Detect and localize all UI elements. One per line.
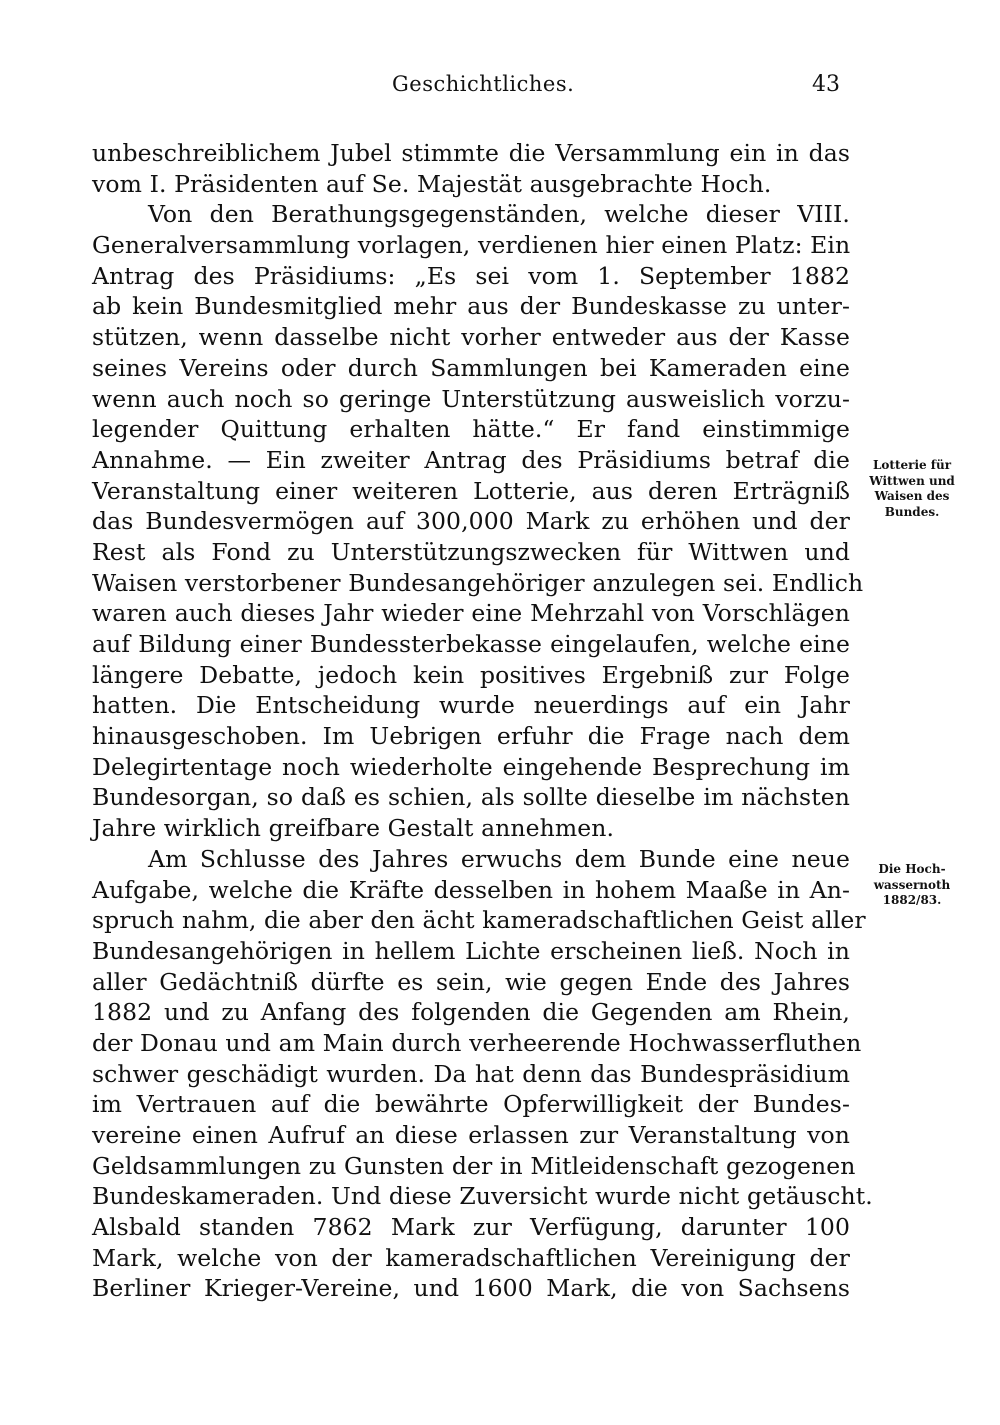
- text-line: Generalversammlung vorlagen, verdienen hier einen Platz: Ein: [92, 231, 851, 260]
- text-line: wenn auch noch so geringe Unterstützung ausweislich vorzu-: [92, 384, 850, 413]
- text-line: Antrag des Präsidiums: „Es sei vom 1. September 1882: [92, 261, 850, 290]
- text-line: Aufgabe, welche die Kräfte desselben in hohem Maaße in An-: [92, 875, 850, 904]
- text-line: der Donau und am Main durch verheerende Hochwasserfluthen: [92, 1028, 862, 1057]
- text-line: das Bundesvermögen auf 300,000 Mark zu erhöhen und der: [92, 507, 850, 536]
- text-line: Delegirtentage noch wiederholte eingehende Besprechung im: [92, 752, 850, 781]
- text-line: schwer geschädigt wurden. Da hat denn das Bundespräsidium: [92, 1059, 850, 1088]
- text-line: Annahme. — Ein zweiter Antrag des Präsidiums betraf die: [92, 445, 850, 474]
- text-line: waren auch dieses Jahr wieder eine Mehrzahl von Vorschlägen: [92, 599, 850, 628]
- text-line: unbeschreiblichem Jubel stimmte die Versammlung ein in das: [92, 139, 850, 167]
- text-line: Veranstaltung einer weiteren Lotterie, aus deren Erträgniß: [92, 476, 850, 505]
- text-line: seines Vereins oder durch Sammlungen bei Kameraden eine: [92, 353, 850, 382]
- marginal-note-line: Lotterie für: [872, 458, 952, 472]
- text-line: Rest als Fond zu Unterstützungszwecken für Wittwen und: [92, 537, 850, 566]
- text-line: vom I. Präsidenten auf Se. Majestät ausgebrachte Hoch.: [92, 169, 772, 198]
- marginal-note-line: Wittwen und: [869, 473, 955, 488]
- marginal-note-line: wassernoth: [873, 877, 951, 892]
- text-line: im Vertrauen auf die bewährte Opferwilligkeit der Bundes-: [92, 1090, 850, 1119]
- text-line: 1882 und zu Anfang des folgenden die Gegenden am Rhein,: [92, 998, 850, 1027]
- page-number: 43: [812, 72, 840, 97]
- body-text: [92, 138, 873, 1304]
- text-line: legender Quittung erhalten hätte.“ Er fand einstimmige: [92, 415, 850, 444]
- marginal-note-line: Die Hoch-: [878, 862, 946, 876]
- marginal-note-line: 1882/83.: [882, 893, 942, 907]
- text-line: Geldsammlungen zu Gunsten der in Mitleidenschaft gezogenen: [92, 1151, 856, 1180]
- text-line: Waisen verstorbener Bundesangehöriger anzulegen sei. Endlich: [92, 568, 864, 597]
- text-line: Bundeskameraden. Und diese Zuversicht wurde nicht getäuscht.: [92, 1182, 873, 1211]
- text-line: spruch nahm, die aber den ächt kameradschaftlichen Geist aller: [92, 906, 866, 935]
- text-line: ab kein Bundesmitglied mehr aus der Bundeskasse zu unter-: [92, 292, 850, 321]
- text-line: Von den Berathungsgegenständen, welche dieser VIII.: [148, 200, 850, 229]
- text-line: aller Gedächtniß dürfte es sein, wie gegen Ende des Jahres: [92, 967, 850, 996]
- text-line: Bundesorgan, so daß es schien, als sollte dieselbe im nächsten: [92, 783, 850, 812]
- text-line: längere Debatte, jedoch kein positives Ergebniß zur Folge: [92, 660, 850, 689]
- text-line: Am Schlusse des Jahres erwuchs dem Bunde eine neue: [148, 844, 850, 873]
- marginal-note-line: Bundes.: [884, 504, 940, 519]
- marginal-note-flood: [856, 862, 968, 909]
- text-line: Mark, welche von der kameradschaftlichen Vereinigung der: [92, 1243, 850, 1272]
- text-line: hatten. Die Entscheidung wurde neuerdings auf ein Jahr: [92, 691, 850, 720]
- running-title: Geschichtliches.: [392, 72, 575, 96]
- text-line: Jahre wirklich greifbare Gestalt annehmen.: [92, 814, 615, 843]
- text-line: Alsbald standen 7862 Mark zur Verfügung, darunter 100: [92, 1213, 850, 1242]
- marginal-note-lottery: [856, 458, 968, 520]
- text-line: Bundesangehörigen in hellem Lichte erscheinen ließ. Noch in: [92, 936, 850, 965]
- text-line: auf Bildung einer Bundessterbekasse eingelaufen, welche eine: [92, 630, 850, 658]
- text-line: stützen, wenn dasselbe nicht vorher entweder aus der Kasse: [92, 323, 850, 352]
- text-line: vereine einen Aufruf an diese erlassen zur Veranstaltung von: [92, 1121, 850, 1149]
- text-line: Berliner Krieger-Vereine, und 1600 Mark, die von Sachsens: [92, 1274, 850, 1303]
- marginal-note-line: Waisen des: [874, 489, 950, 503]
- text-line: hinausgeschoben. Im Uebrigen erfuhr die Frage nach dem: [92, 722, 850, 751]
